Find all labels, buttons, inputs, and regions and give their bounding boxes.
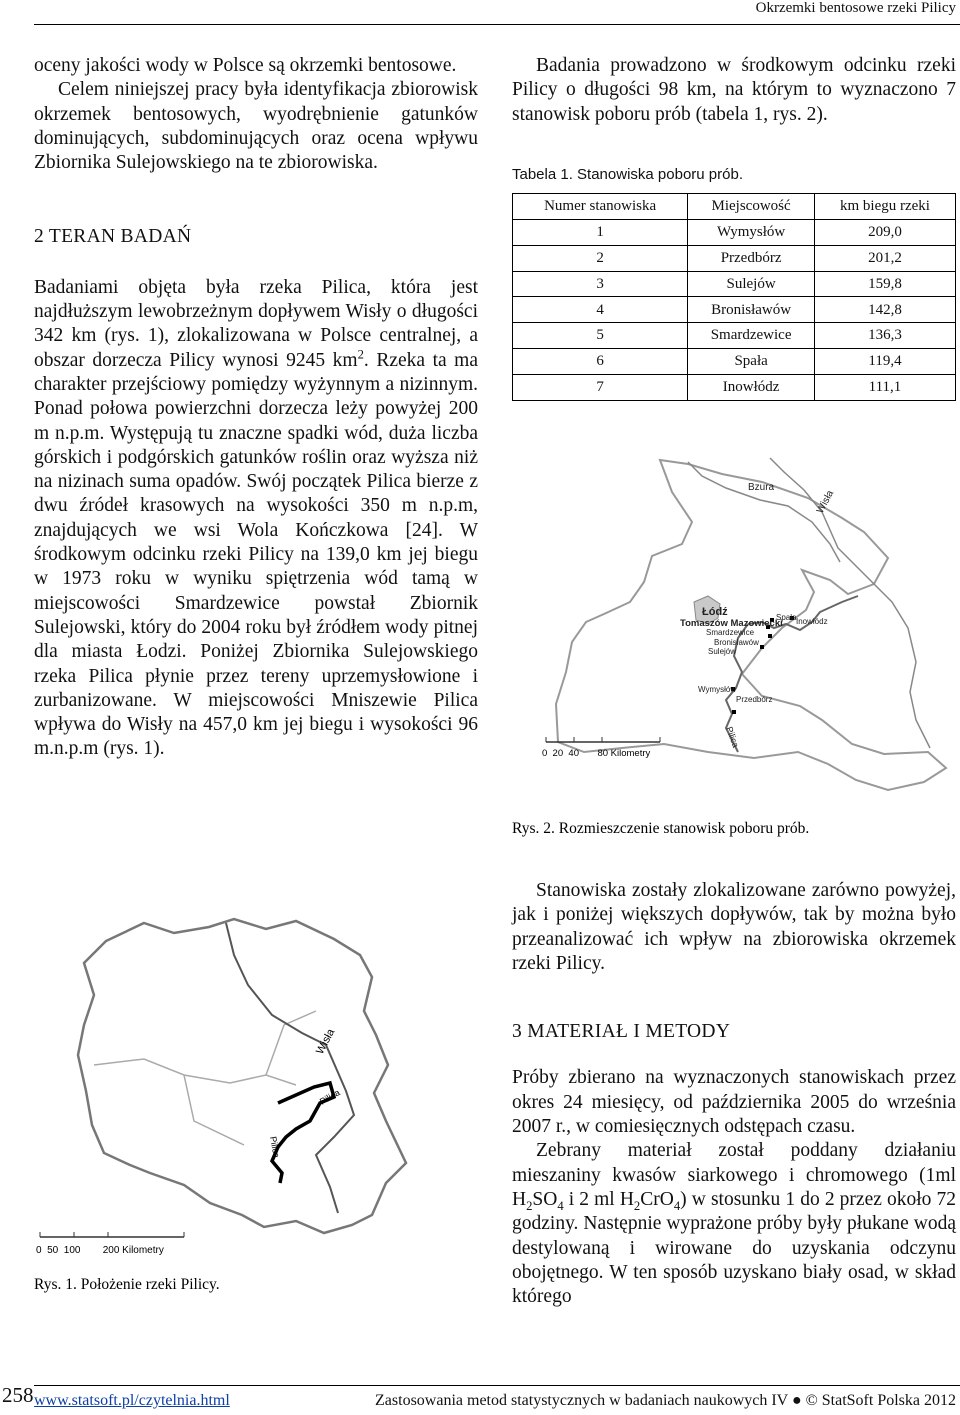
stations-table <box>512 193 956 400</box>
footer-rule <box>34 1385 960 1386</box>
fig2-sulejow-label: Sulejów <box>708 647 737 656</box>
left-paragraph-3 <box>34 276 478 762</box>
fig2-scale-bar <box>542 737 660 759</box>
figure-2-caption: Rys. 2. Rozmieszczenie stanowisk poboru prób. <box>512 820 810 837</box>
para4-part-b: SO <box>532 1188 558 1210</box>
inner-region-line <box>94 1011 316 1145</box>
pilica-label-1: Pilica <box>318 1087 342 1107</box>
footer-link[interactable]: www.statsoft.pl/czytelnia.html <box>34 1392 230 1409</box>
table-row <box>513 348 956 374</box>
figure-1-caption: Rys. 1. Położenie rzeki Pilicy. <box>34 1276 220 1293</box>
left-paragraph-3-a: Badaniami objęta była rzeka Pilica, która jest najdłuższym lewobrzeżnym dopływem Wisły o długości 342 km (rys. 1), zlokalizowana w Polsce centralnej, a obszar dorzecza Pilicy wynosi 9245 km <box>34 276 478 371</box>
left-paragraph-3-b: . Rzeka ta ma charakter przejściowy pomiędzy wyżynnym a nizinnym. Ponad połowa powierzchni dorzecza leży powyżej 200 m n.p.m. Występują tu znaczne spadki wód, duża liczba górskich i podgórskich gatunków roślin oraz wyższa niż na nizinach suma opadów. Swój początek Pilica bierze z dwu źródeł krasowych na wysokości 350 m n.p.m, znajdujących we wsi Wola Kończkowa [24]. W środkowym odcinku rzeki Pilicy na 139,0 km jej biegu w 1973 roku w wyniku spiętrzenia wód tamą w miejscowości Smardzewice powstał Zbiornik Sulejowski, który do 2004 roku był źródłem wody pitnej dla miasta Łodzi. Poniżej Zbiornika Sulejowskiego rzeka Pilica płynie przez tereny uprzemysłowione i zurbanizowane. W miejscowości Mniszewie Pilica wpływa do Wisły na 457,0 km jej biegu i wysokości 96 m.n.p.m (rys. 1). <box>34 349 478 760</box>
pilica-label-2: Pilica <box>268 1135 282 1159</box>
right-paragraph-3: Próby zbierano na wyznaczonych stanowiskach przez okres 24 miesięcy, od października 2005 do września 2007 r., w comiesięcznych odstępach czasu. <box>512 1067 956 1138</box>
table-header-cell: km biegu rzeki <box>814 194 955 220</box>
fig2-wymyslow-label: Wymysłów <box>698 685 737 694</box>
para4-part-c: i 2 ml H <box>563 1188 634 1210</box>
table-cell: 3 <box>513 271 688 297</box>
station-marker-bronislawow <box>768 634 772 638</box>
table-cell: 119,4 <box>814 348 955 374</box>
fig2-pilica-label: Pilica <box>724 725 741 749</box>
table-cell: Wymysłów <box>688 219 815 245</box>
right-paragraph-4 <box>512 1139 956 1309</box>
header-rule <box>34 24 960 25</box>
para4-part-d: CrO <box>640 1188 674 1210</box>
figure-1-poland-map <box>34 915 478 1300</box>
table-cell: Bronisławów <box>688 297 815 323</box>
wisla-label-1: Wisła <box>314 1027 338 1057</box>
poland-border <box>78 919 406 1233</box>
table-row <box>513 245 956 271</box>
vistula-river <box>226 923 354 1213</box>
table-cell: 209,0 <box>814 219 955 245</box>
table-cell: 6 <box>513 348 688 374</box>
section-3-title: 3 MATERIAŁ I METODY <box>512 1021 731 1043</box>
fig2-scale-label: 0 20 40 80 Kilometry <box>542 748 651 759</box>
running-header: Okrzemki bentosowe rzeki Pilicy <box>755 0 956 16</box>
subscript: 4 <box>673 1198 681 1213</box>
fig2-wisla-label: Wisła <box>814 488 837 516</box>
table-header-cell: Numer stanowiska <box>513 194 688 220</box>
fig2-lodz-label: Łódź <box>702 606 728 618</box>
page-footer <box>0 1383 960 1413</box>
para4-part-e: ) w stosunku 1 do 2 przez około 72 godziny. Następnie wyprażone próby były płukane wodą destylowaną i wirowane do uzyskania odczynu obojętnego. W ten sposób uzyskano biały osad, w skład którego <box>512 1188 956 1308</box>
fig2-inowlodz-label: Inowłódz <box>796 617 828 626</box>
left-paragraph-2: Celem niniejszej pracy była identyfikacja zbiorowisk okrzemek bentosowych, wyodrębnienie gatunków dominujących, subdominujących oraz ocena wpływu Zbiornika Sulejowskiego na te zbiorowiska. <box>34 79 478 174</box>
fig2-spala-label: Spała <box>776 613 797 622</box>
figure-2-stations-map <box>512 452 956 842</box>
table-row <box>513 271 956 297</box>
right-column <box>512 54 956 401</box>
section-2-title: 2 TERAN BADAŃ <box>34 226 192 248</box>
right-column-lower <box>512 879 956 1309</box>
footer-publication: Zastosowania metod statystycznych w badaniach naukowych IV ● © StatSoft Polska 2012 <box>375 1392 956 1409</box>
table-cell: Przedbórz <box>688 245 815 271</box>
left-column <box>34 54 478 762</box>
subscript: 2 <box>633 1198 641 1213</box>
fig1-scale-label: 0 50 100 200 Kilometry <box>36 1245 164 1256</box>
table-row <box>513 323 956 349</box>
table-cell: Sulejów <box>688 271 815 297</box>
table-cell: 136,3 <box>814 323 955 349</box>
table-row <box>513 297 956 323</box>
fig2-smardzewice-label: Smardzewice <box>706 628 755 637</box>
subscript: 2 <box>526 1198 533 1213</box>
table-cell: 142,8 <box>814 297 955 323</box>
table-cell: 111,1 <box>814 374 955 400</box>
fig2-tomaszow-label: Tomaszów Mazowiecki <box>680 618 783 629</box>
fig2-bzura-label: Bzura <box>748 482 775 493</box>
station-marker-sulejow <box>760 645 764 649</box>
table-cell: 2 <box>513 245 688 271</box>
para4-part-a: Zebrany materiał został poddany działaniu mieszaniny kwasów siarkowego i chromowego (1ml H <box>512 1140 956 1210</box>
table-header-row <box>513 194 956 220</box>
subscript: 4 <box>557 1198 564 1213</box>
page-number: 258 <box>2 1383 34 1407</box>
poland-map-svg <box>34 915 478 1300</box>
table-row <box>513 219 956 245</box>
station-marker-przedborz <box>732 710 736 714</box>
table-cell: 5 <box>513 323 688 349</box>
table-cell: 159,8 <box>814 271 955 297</box>
table-row <box>513 374 956 400</box>
km2-superscript: 2 <box>357 347 364 362</box>
table-1-caption: Tabela 1. Stanowiska poboru prób. <box>512 165 743 183</box>
fig1-scale-bar <box>36 1232 184 1256</box>
stations-map-svg <box>512 452 956 842</box>
table-header-cell: Miejscowość <box>688 194 815 220</box>
table-cell: 7 <box>513 374 688 400</box>
table-cell: Smardzewice <box>688 323 815 349</box>
table-cell: Inowłódz <box>688 374 815 400</box>
right-paragraph-2: Stanowiska zostały zlokalizowane zarówno powyżej, jak i poniżej większych dopływów, tak by można było przeanalizować ich wpływ na zbiorowiska okrzemek rzeki Pilicy. <box>512 880 956 974</box>
fig2-przedborz-label: Przedbórz <box>736 695 773 704</box>
fig2-bronislawow-label: Bronisławów <box>714 638 759 647</box>
right-paragraph-1: Badania prowadzono w środkowym odcinku rzeki Pilicy o długości 98 km, na którym to wyznaczono 7 stanowisk poboru prób (tabela 1, rys. 2). <box>512 55 956 125</box>
table-cell: 201,2 <box>814 245 955 271</box>
left-paragraph-1: oceny jakości wody w Polsce są okrzemki bentosowe. <box>34 55 457 76</box>
table-cell: 4 <box>513 297 688 323</box>
table-cell: Spała <box>688 348 815 374</box>
table-cell: 1 <box>513 219 688 245</box>
